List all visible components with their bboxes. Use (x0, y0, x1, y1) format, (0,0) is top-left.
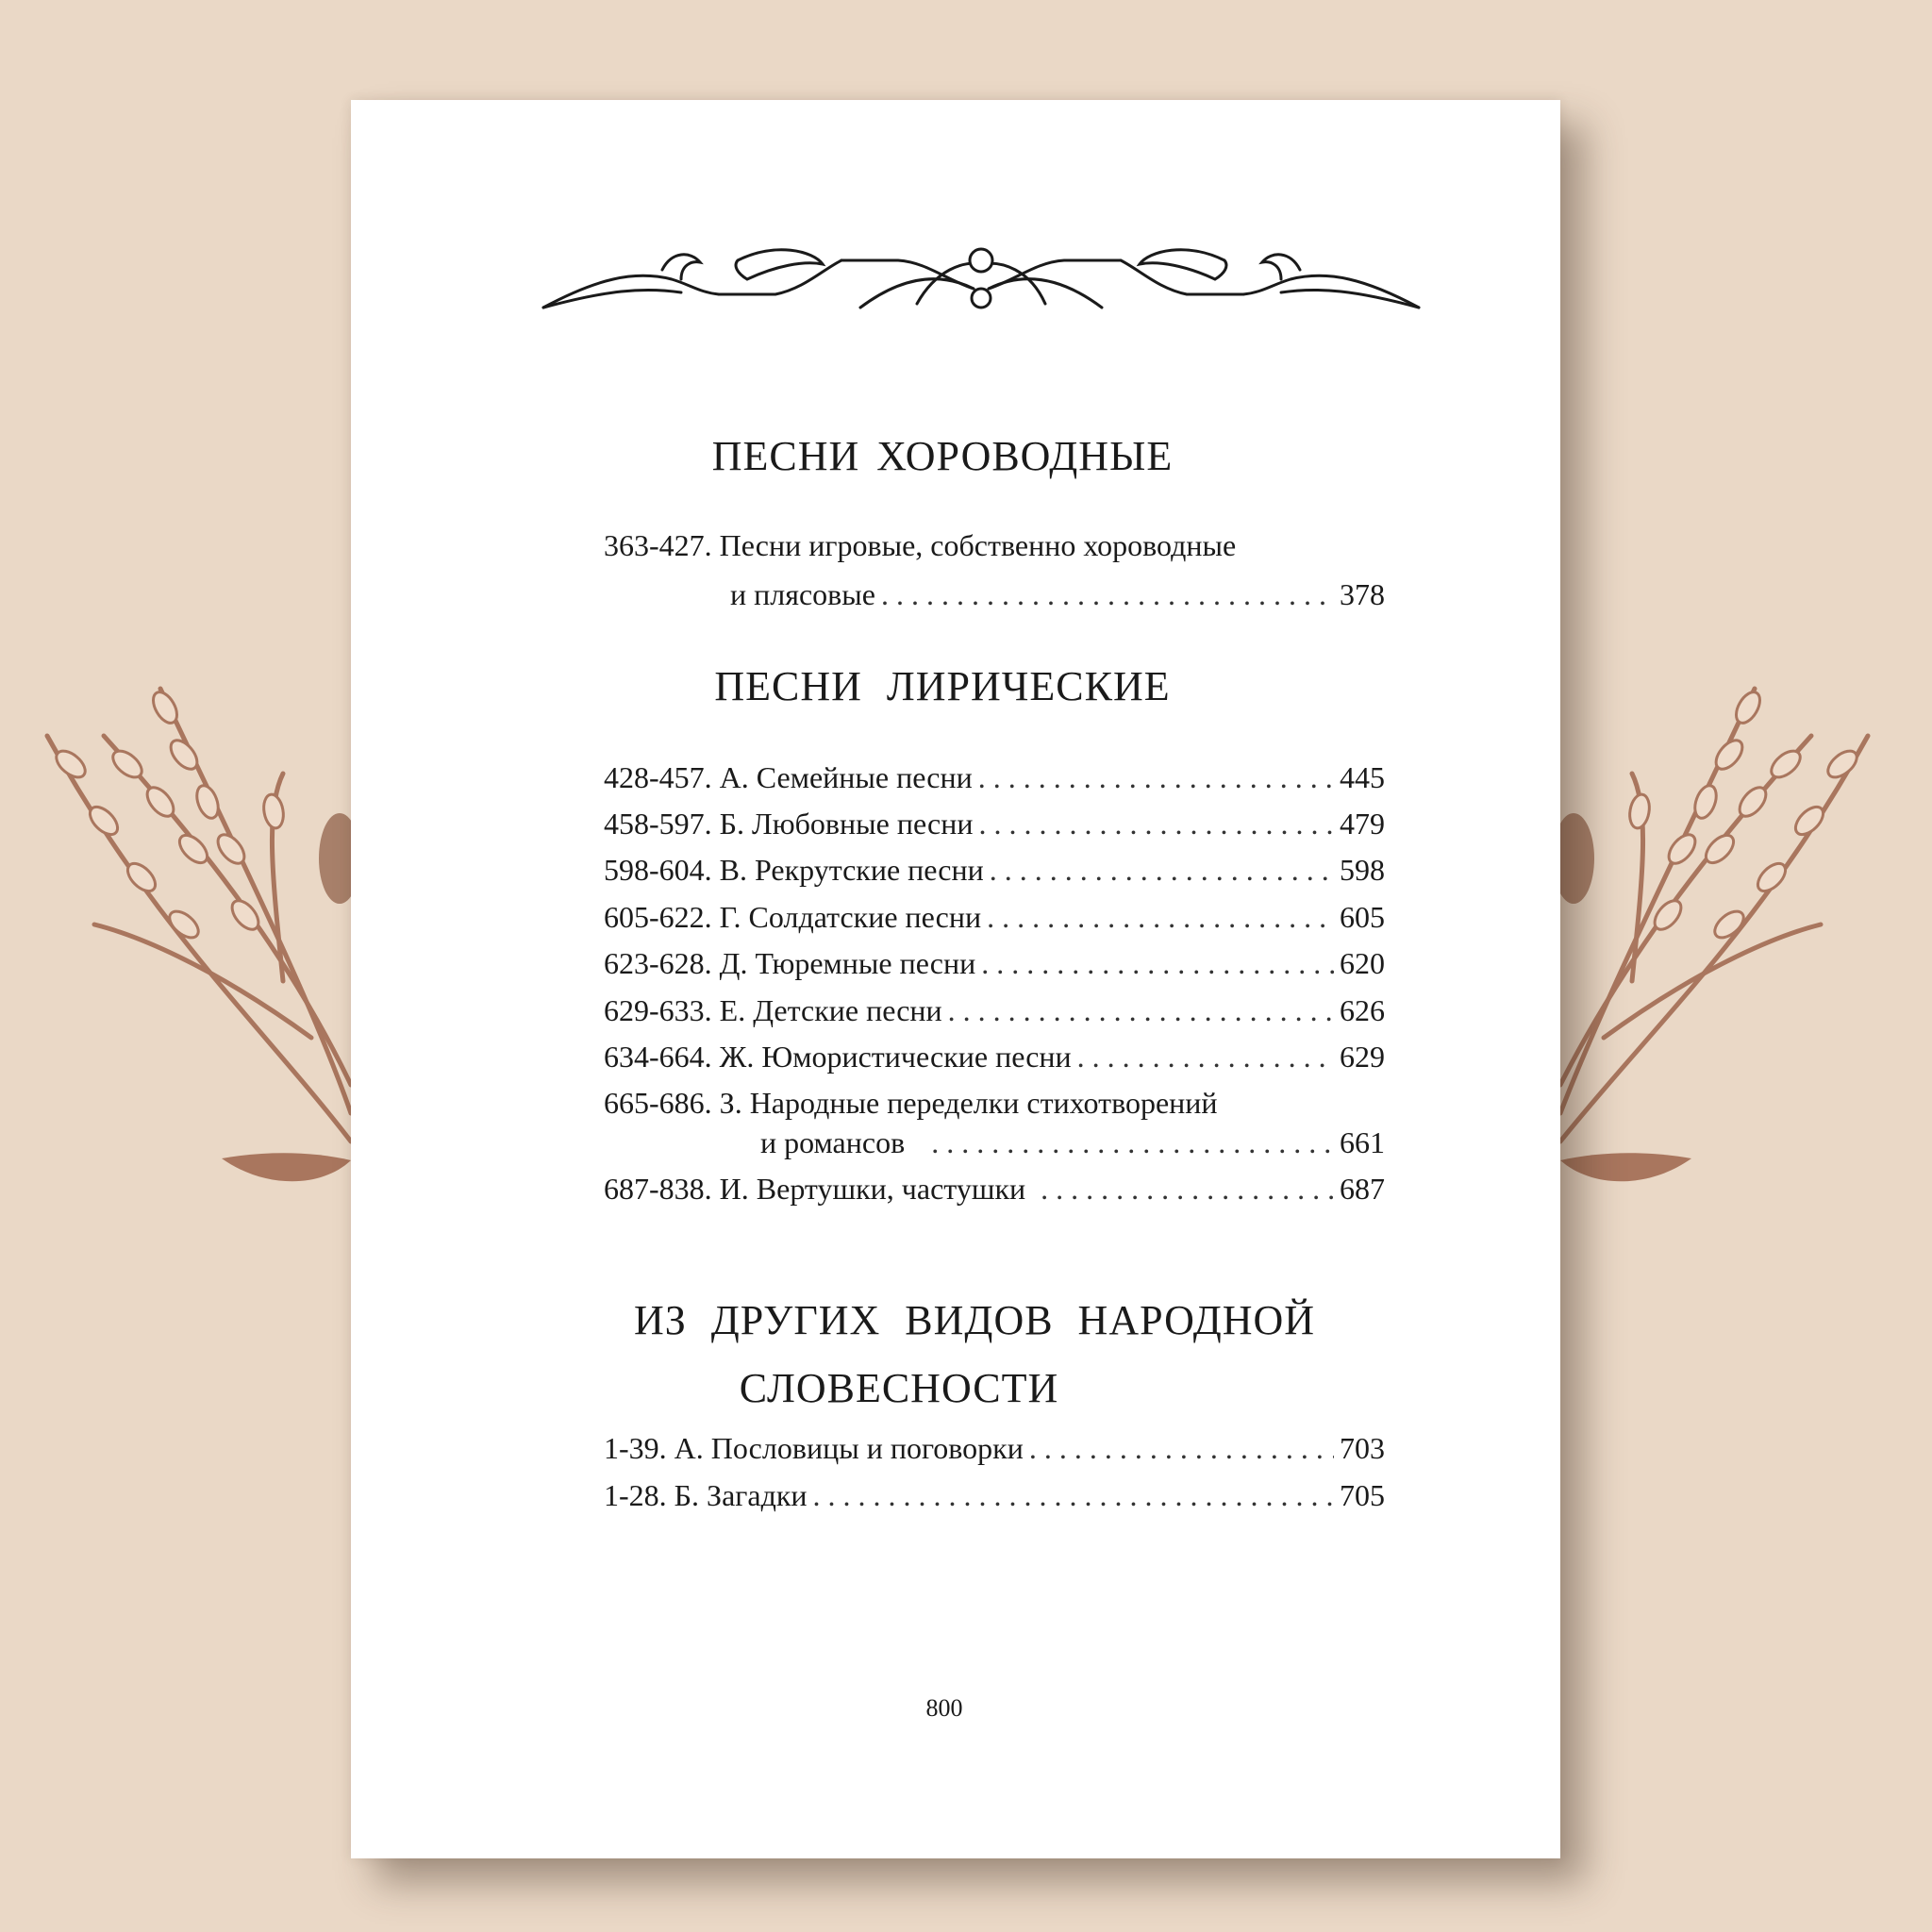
dot-leader (1041, 1170, 1334, 1208)
dot-leader (1077, 1038, 1334, 1075)
toc-page-number: 620 (1340, 946, 1385, 980)
toc-entry[interactable] (604, 1124, 1385, 1161)
toc-entry[interactable] (604, 575, 1385, 613)
toc-entry-text: 605-622. Г. Солдатские песни (604, 900, 982, 934)
dot-leader (990, 851, 1334, 889)
section-title-line: СЛОВЕСНОСТИ (739, 1365, 1059, 1411)
dot-leader (813, 1476, 1334, 1514)
dot-leader (948, 991, 1334, 1029)
toc-page-number: 687 (1340, 1172, 1385, 1206)
toc-entry[interactable] (604, 944, 1385, 982)
toc-entry-text: 634-664. Ж. Юмористические песни (604, 1040, 1072, 1074)
toc-entry-text: 687-838. И. Вертушки, частушки (604, 1172, 1026, 1206)
toc-page-number: 598 (1340, 853, 1385, 887)
toc-entry-text: 629-633. Е. Детские песни (604, 993, 942, 1027)
toc-page-number: 661 (1340, 1125, 1385, 1159)
toc-entry[interactable] (604, 758, 1385, 796)
dot-leader (981, 944, 1334, 982)
dot-leader (987, 898, 1334, 936)
section-title-other (370, 1287, 1579, 1423)
section-title-choral: ПЕСНИ ХОРОВОДНЫЕ (711, 433, 1174, 479)
toc-page-number: 445 (1340, 760, 1385, 794)
toc-page-number: 703 (1340, 1431, 1385, 1465)
toc-entry-text: 1-39. А. Пословицы и поговорки (604, 1431, 1024, 1465)
toc-entry[interactable] (604, 991, 1385, 1029)
toc-entry-text: 458-597. Б. Любовные песни (604, 807, 974, 841)
toc-entry[interactable] (604, 851, 1385, 889)
toc-page-number: 626 (1340, 993, 1385, 1027)
dot-leader (1029, 1429, 1334, 1467)
toc-entry-text: и романсов (760, 1125, 906, 1159)
toc-entry[interactable] (604, 1170, 1385, 1208)
dot-leader (881, 575, 1334, 613)
toc-entry-line: 665-686. З. Народные переделки стихотворений (604, 1086, 1218, 1120)
dot-leader (978, 758, 1334, 796)
toc-page-number: 479 (1340, 807, 1385, 841)
toc-entry-text: 623-628. Д. Тюремные песни (604, 946, 976, 980)
toc-entry[interactable] (604, 1038, 1385, 1075)
toc-entry-text: и плясовые (730, 577, 875, 611)
section-title-line: ИЗ ДРУГИХ ВИДОВ НАРОДНОЙ (633, 1297, 1316, 1343)
toc-entry-text: 428-457. А. Семейные песни (604, 760, 973, 794)
toc-page-number: 629 (1340, 1040, 1385, 1074)
dot-leader (931, 1124, 1334, 1161)
toc-entry-line: 363-427. Песни игровые, собственно хороводные (604, 528, 1237, 562)
section-title-lyrical: ПЕСНИ ЛИРИЧЕСКИЕ (714, 663, 1171, 709)
toc-entry[interactable] (604, 1476, 1385, 1514)
toc-page-number: 705 (1340, 1478, 1385, 1512)
ornament-flourish-icon (540, 232, 1423, 326)
toc-entry[interactable] (604, 898, 1385, 936)
book-page (351, 100, 1560, 1858)
toc-entry-text: 598-604. В. Рекрутские песни (604, 853, 984, 887)
toc-entry[interactable] (604, 1429, 1385, 1467)
page-number: 800 (925, 1694, 963, 1722)
dot-leader (978, 805, 1334, 842)
toc-entry[interactable] (604, 805, 1385, 842)
toc-page-number: 605 (1340, 900, 1385, 934)
toc-page-number: 378 (1340, 577, 1385, 611)
toc-entry-text: 1-28. Б. Загадки (604, 1478, 808, 1512)
